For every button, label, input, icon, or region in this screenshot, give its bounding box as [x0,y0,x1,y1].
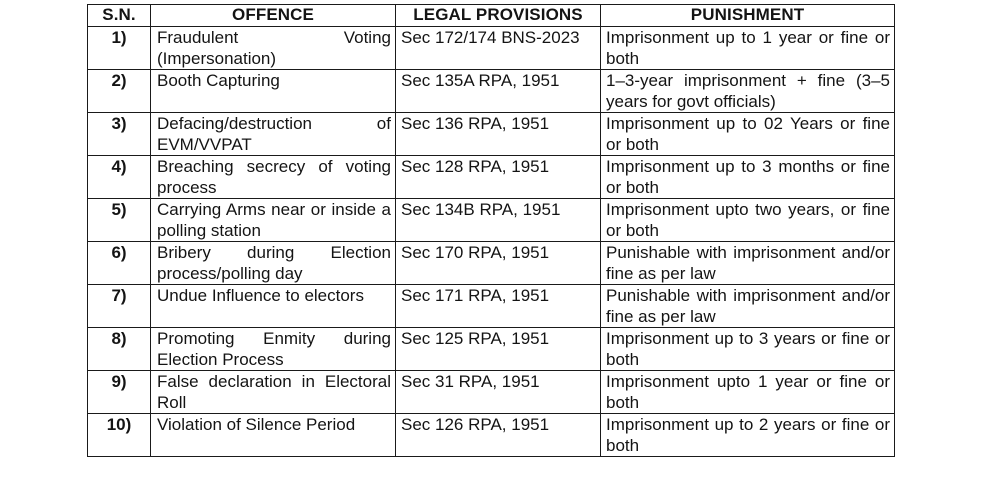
table-row [88,27,895,70]
table-row [88,156,895,199]
table-row [88,285,895,328]
row-offence: Bribery during Election process/polling day [151,242,396,285]
row-offence: Fraudulent Voting (Impersonation) [151,27,396,70]
row-sn: 4) [88,156,151,199]
header-sn: S.N. [88,5,151,27]
row-provision: Sec 135A RPA, 1951 [396,70,601,113]
row-punishment: Imprisonment up to 3 years or fine or both [601,328,895,371]
table-row [88,328,895,371]
row-punishment: Imprisonment upto two years, or fine or both [601,199,895,242]
row-provision: Sec 126 RPA, 1951 [396,414,601,457]
row-punishment: Imprisonment up to 2 years or fine or both [601,414,895,457]
table-row [88,113,895,156]
row-punishment: 1–3-year imprisonment + fine (3–5 years for govt officials) [601,70,895,113]
row-sn: 6) [88,242,151,285]
header-row [88,5,895,27]
row-provision: Sec 125 RPA, 1951 [396,328,601,371]
row-punishment: Imprisonment up to 02 Years or fine or both [601,113,895,156]
offence-table-container [87,4,895,457]
row-offence: Defacing/destruction of EVM/VVPAT [151,113,396,156]
row-offence: Carrying Arms near or inside a polling station [151,199,396,242]
row-offence: False declaration in Electoral Roll [151,371,396,414]
row-punishment: Imprisonment up to 1 year or fine or both [601,27,895,70]
row-sn: 7) [88,285,151,328]
row-offence: Promoting Enmity during Election Process [151,328,396,371]
row-punishment: Punishable with imprisonment and/or fine as per law [601,285,895,328]
row-provision: Sec 31 RPA, 1951 [396,371,601,414]
table-body [88,27,895,457]
row-punishment: Punishable with imprisonment and/or fine as per law [601,242,895,285]
table-row [88,70,895,113]
row-punishment: Imprisonment up to 3 months or fine or both [601,156,895,199]
row-punishment: Imprisonment upto 1 year or fine or both [601,371,895,414]
row-offence: Violation of Silence Period [151,414,396,457]
row-provision: Sec 128 RPA, 1951 [396,156,601,199]
header-legal-provisions: LEGAL PROVISIONS [396,5,601,27]
row-sn: 1) [88,27,151,70]
header-punishment: PUNISHMENT [601,5,895,27]
row-offence: Breaching secrecy of voting process [151,156,396,199]
row-sn: 2) [88,70,151,113]
row-sn: 10) [88,414,151,457]
row-offence: Booth Capturing [151,70,396,113]
row-provision: Sec 136 RPA, 1951 [396,113,601,156]
table-row [88,414,895,457]
row-sn: 8) [88,328,151,371]
header-offence: OFFENCE [151,5,396,27]
row-provision: Sec 170 RPA, 1951 [396,242,601,285]
row-offence: Undue Influence to electors [151,285,396,328]
row-sn: 5) [88,199,151,242]
row-sn: 9) [88,371,151,414]
row-provision: Sec 134B RPA, 1951 [396,199,601,242]
table-row [88,199,895,242]
table-row [88,242,895,285]
table-row [88,371,895,414]
offence-table [87,4,895,457]
row-provision: Sec 171 RPA, 1951 [396,285,601,328]
row-sn: 3) [88,113,151,156]
row-provision: Sec 172/174 BNS-2023 [396,27,601,70]
